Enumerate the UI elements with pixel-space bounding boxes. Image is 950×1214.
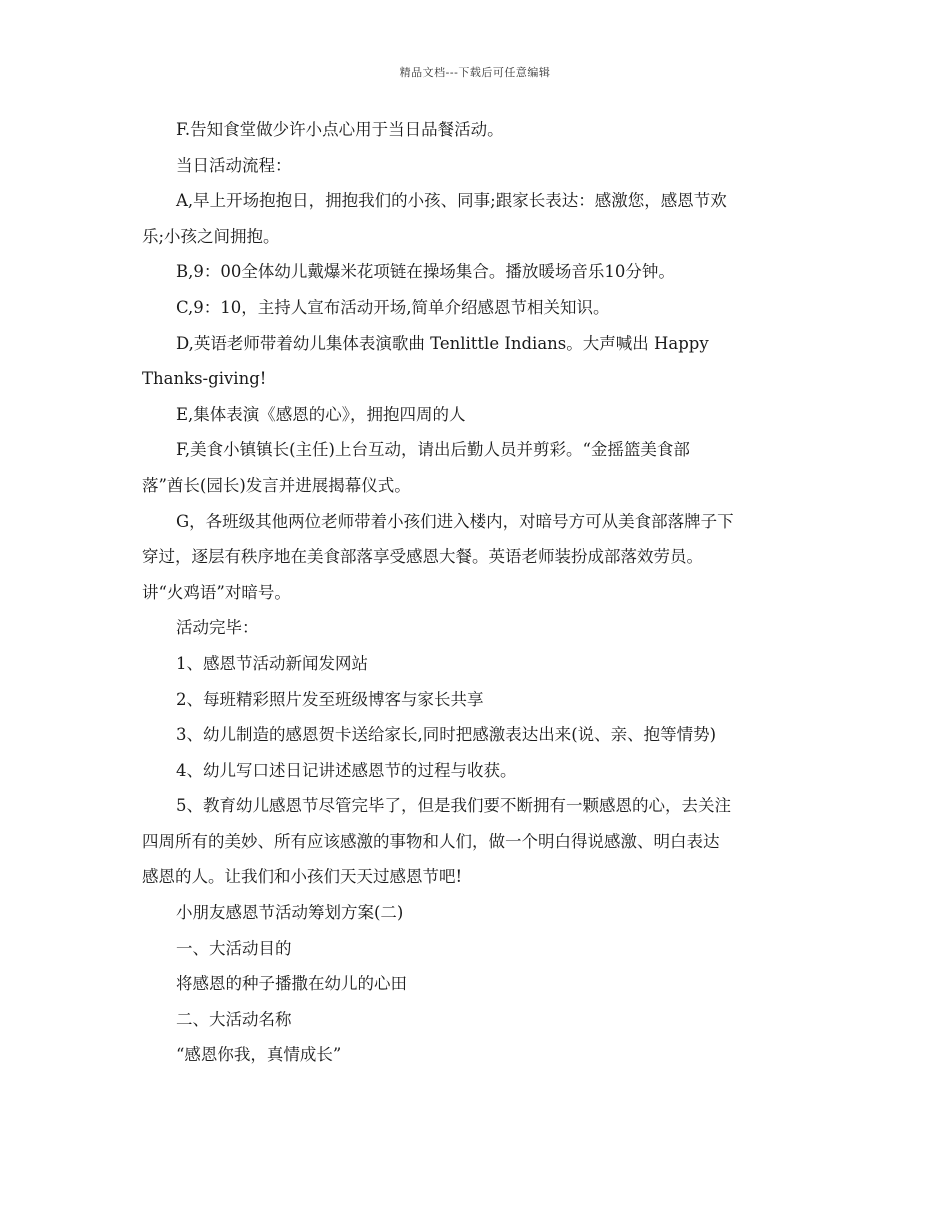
text-line: 四周所有的美妙、所有应该感激的事物和人们，做一个明白得说感激、明白表达 <box>142 831 720 851</box>
text-line: 4、幼儿写口述日记讲述感恩节的过程与收获。 <box>176 760 517 780</box>
text-line: 将感恩的种子播撒在幼儿的心田 <box>176 974 407 994</box>
text-line: 一、大活动目的 <box>176 938 292 958</box>
text-line: 3、幼儿制造的感恩贺卡送给家长,同时把感激表达出来(说、亲、抱等情势) <box>176 725 717 745</box>
text-line: F,美食小镇镇长(主任)上台互动，请出后勤人员并剪彩。“金摇篮美食部 <box>176 440 690 460</box>
text-line: D,英语老师带着幼儿集体表演歌曲 Tenlittle Indians。大声喊出 Happy <box>176 333 709 353</box>
text-line: 落”酋长(园长)发言并进展揭幕仪式。 <box>142 475 411 495</box>
text-line: 活动完毕： <box>176 618 259 638</box>
text-line: B,9：00全体幼儿戴爆米花项链在操场集合。播放暖场音乐10分钟。 <box>176 262 675 282</box>
text-line: 1、感恩节活动新闻发网站 <box>176 653 368 673</box>
text-line: 讲“火鸡语”对暗号。 <box>142 582 291 602</box>
text-line: 5、教育幼儿感恩节尽管完毕了，但是我们要不断拥有一颗感恩的心，去关注 <box>176 796 731 816</box>
text-line: 2、每班精彩照片发至班级博客与家长共享 <box>176 689 484 709</box>
document-body <box>142 112 810 1073</box>
text-line: 乐;小孩之间拥抱。 <box>142 226 280 246</box>
text-line: 当日活动流程： <box>176 155 292 175</box>
text-line: A,早上开场抱抱日，拥抱我们的小孩、同事;跟家长表达：感激您，感恩节欢 <box>176 191 727 211</box>
text-line: Thanks-giving! <box>142 369 267 389</box>
page-header: 精品文档---下载后可任意编辑 <box>399 66 551 79</box>
text-line: 小朋友感恩节活动筹划方案(二) <box>176 903 404 923</box>
text-line: 感恩的人。让我们和小孩们天天过感恩节吧! <box>142 867 463 887</box>
text-line: C,9：10，主持人宣布活动开场,简单介绍感恩节相关知识。 <box>176 297 610 317</box>
text-line: “感恩你我，真情成长” <box>176 1045 342 1065</box>
text-line: E,集体表演《感恩的心》，拥抱四周的人 <box>176 404 466 424</box>
text-line: G，各班级其他两位老师带着小孩们进入楼内，对暗号方可从美食部落牌子下 <box>176 511 734 531</box>
text-line: F.告知食堂做少许小点心用于当日品餐活动。 <box>176 120 504 139</box>
text-line: 穿过，逐层有秩序地在美食部落享受感恩大餐。英语老师装扮成部落效劳员。 <box>142 547 703 567</box>
text-line: 二、大活动名称 <box>176 1009 292 1029</box>
